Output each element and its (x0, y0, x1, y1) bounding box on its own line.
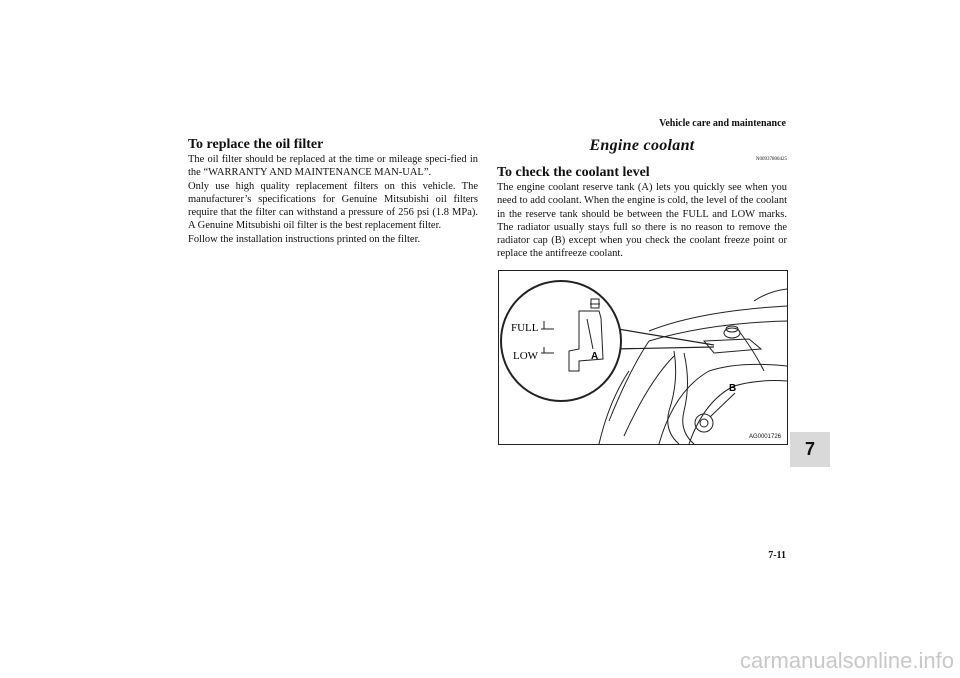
page-number: 7-11 (768, 550, 786, 561)
engine-coolant-section (497, 137, 787, 261)
engine-bay-drawing (499, 271, 787, 444)
tank-callout-a: A (591, 351, 599, 362)
coolant-level-paragraph: The engine coolant reserve tank (A) lets you quickly see when you need to add coolant. When the engine is cold, the level of the coolant in the reserve tank should be between the FULL and LOW marks. The radiator usually stays full so there is no reason to remove the radiator cap (B) except when you check the coolant freeze point or replace the antifreeze coolant. (497, 182, 787, 260)
section-code: N00937800425 (755, 157, 787, 162)
coolant-tank-illustration (498, 270, 788, 445)
coolant-level-heading: To check the coolant level (497, 165, 650, 180)
chapter-tab: 7 (790, 432, 830, 467)
cap-callout-b: B (729, 383, 737, 394)
oil-filter-heading: To replace the oil filter (188, 137, 324, 152)
full-mark-label: FULL (511, 322, 539, 334)
oil-filter-paragraph-3: Follow the installation instructions printed on the filter. (188, 233, 421, 245)
figure-code: AG0001726 (748, 434, 781, 440)
watermark: carmanualsonline.info (739, 648, 954, 673)
running-header: Vehicle care and maintenance (659, 118, 786, 129)
oil-filter-paragraph-1: The oil filter should be replaced at the time or mileage speci-fied in the “WARRANTY AND MAINTENANCE MAN-UAL”. (188, 154, 478, 179)
engine-coolant-title: Engine coolant (589, 137, 695, 154)
oil-filter-section (188, 137, 478, 246)
low-mark-label: LOW (513, 350, 539, 362)
oil-filter-paragraph-2: Only use high quality replacement filters on this vehicle. The manufacturer’s specifications for Genuine Mitsubishi oil filters require that the filter can withstand a pressure of 256 psi (1.8 MPa). A Genuine Mitsubishi oil filter is the best replacement filter. (188, 180, 478, 232)
